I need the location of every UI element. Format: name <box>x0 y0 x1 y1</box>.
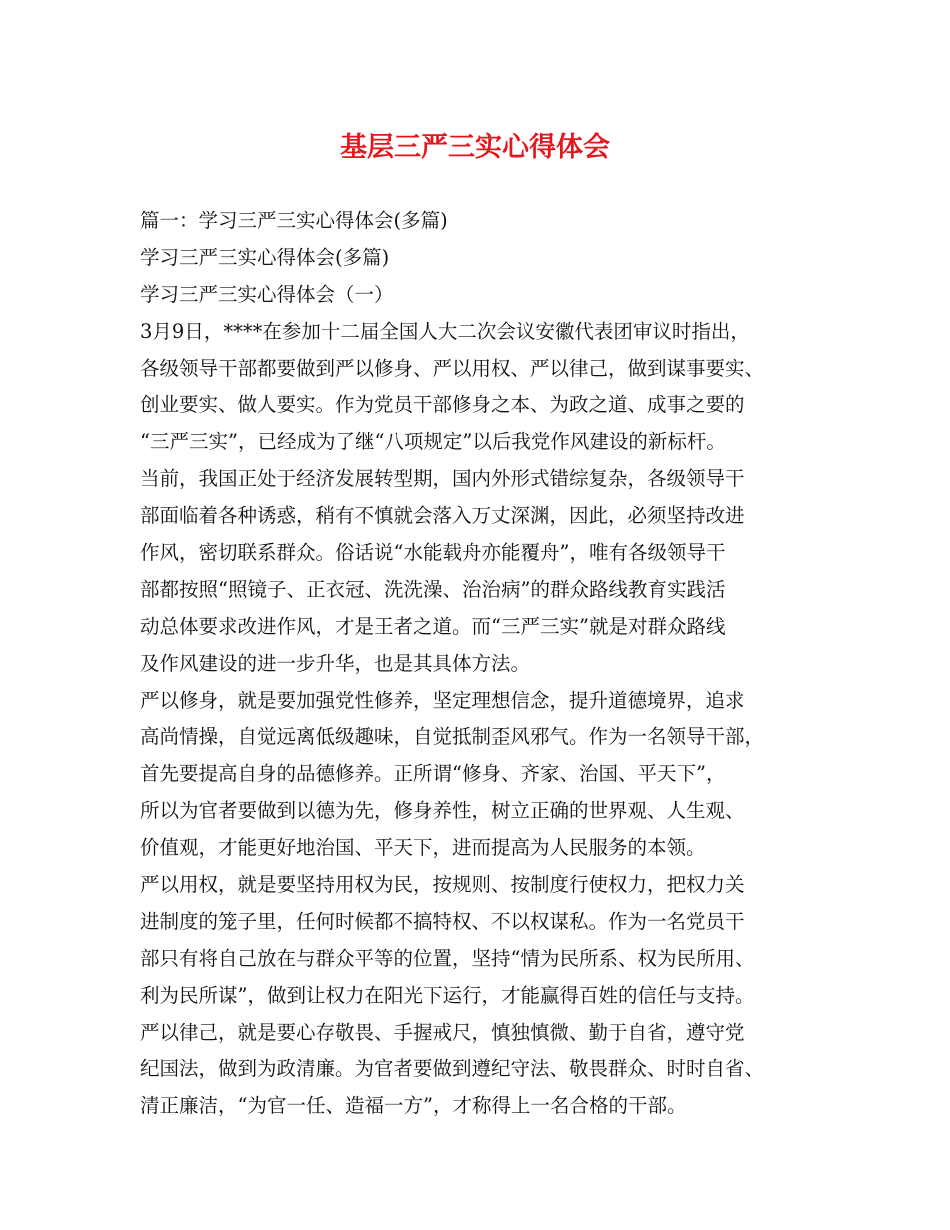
text-line: 清正廉洁，“为官一任、造福一方”，才称得上一名合格的干部。 <box>140 1094 687 1118</box>
text-line: 学习三严三实心得体会(多篇) <box>140 245 390 269</box>
text-line: 及作风建设的进一步升华，也是其具体方法。 <box>140 651 531 675</box>
text-line: 3月9日，****在参加十二届全国人大二次会议安徽代表团审议时指出， <box>140 319 750 343</box>
text-line: 进制度的笼子里，任何时候都不搞特权、不以权谋私。作为一名党员干 <box>140 909 745 933</box>
text-line: 作风，密切联系群众。俗话说“水能载舟亦能覆舟”，唯有各级领导干 <box>140 541 726 565</box>
text-line: 纪国法，做到为政清廉。为官者要做到遵纪守法、敬畏群众、时时自省、 <box>140 1057 765 1081</box>
text-line: 学习三严三实心得体会（一） <box>140 282 394 306</box>
text-line: 动总体要求改进作风，才是王者之道。而“三严三实”就是对群众路线 <box>140 614 726 638</box>
document-body <box>140 203 820 1125</box>
text-line: 严以修身，就是要加强党性修养，坚定理想信念，提升道德境界，追求 <box>140 688 745 712</box>
document-title: 基层三严三实心得体会 <box>340 132 610 163</box>
text-line: 部只有将自己放在与群众平等的位置，坚持“情为民所系、权为民所用、 <box>140 946 755 970</box>
text-line: 当前，我国正处于经济发展转型期，国内外形式错综复杂，各级领导干 <box>140 467 745 491</box>
text-line: 各级领导干部都要做到严以修身、严以用权、严以律己，做到谋事要实、 <box>140 356 765 380</box>
text-line: 严以用权，就是要坚持用权为民，按规则、按制度行使权力，把权力关 <box>140 873 745 897</box>
text-line: “三严三实”，已经成为了继“八项规定”以后我党作风建设的新标杆。 <box>140 430 726 454</box>
text-line: 价值观，才能更好地治国、平天下，进而提高为人民服务的本领。 <box>140 836 706 860</box>
text-line: 创业要实、做人要实。作为党员干部修身之本、为政之道、成事之要的 <box>140 393 745 417</box>
text-line: 严以律己，就是要心存敬畏、手握戒尺，慎独慎微、勤于自省，遵守党 <box>140 1020 745 1044</box>
text-line: 部都按照“照镜子、正衣冠、洗洗澡、治治病”的群众路线教育实践活 <box>140 577 726 601</box>
text-line: 所以为官者要做到以德为先，修身养性，树立正确的世界观、人生观、 <box>140 799 745 823</box>
text-line: 利为民所谋”，做到让权力在阳光下运行，才能赢得百姓的信任与支持。 <box>140 983 755 1007</box>
text-line: 高尚情操，自觉远离低级趣味，自觉抵制歪风邪气。作为一名领导干部， <box>140 725 765 749</box>
text-line: 篇一：学习三严三实心得体会(多篇) <box>140 209 448 232</box>
text-line: 首先要提高自身的品德修养。正所谓“修身、齐家、治国、平天下”， <box>140 762 726 786</box>
text-line: 部面临着各种诱惑，稍有不慎就会落入万丈深渊，因此，必须坚持改进 <box>140 504 745 528</box>
